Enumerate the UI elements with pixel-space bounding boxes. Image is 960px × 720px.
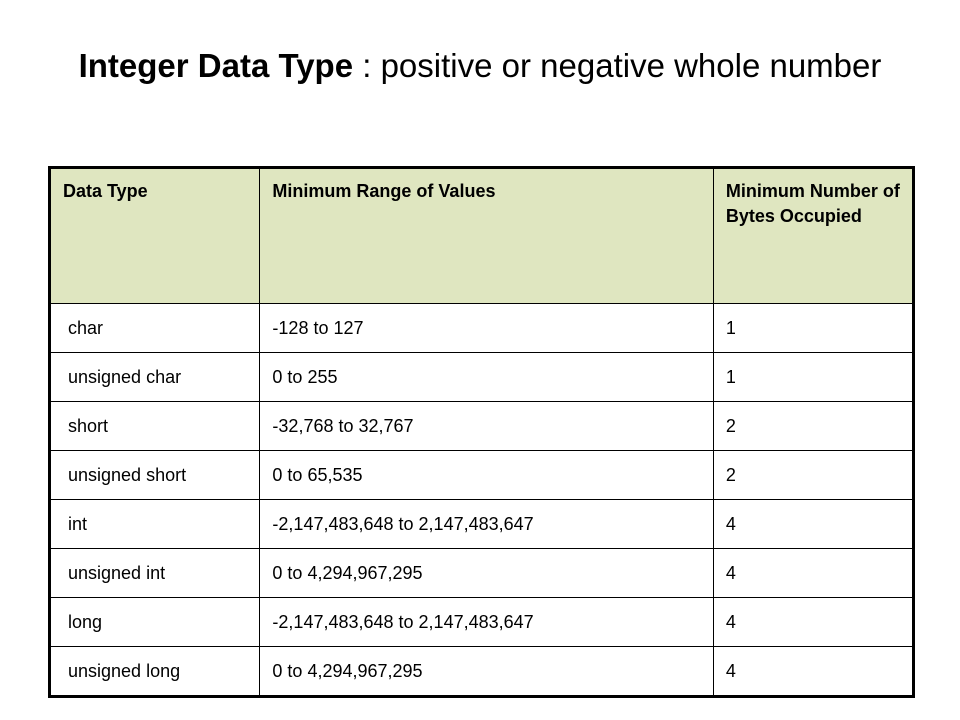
cell-range: -32,768 to 32,767 [260, 402, 713, 451]
table-row [50, 304, 914, 353]
cell-type: long [50, 598, 260, 647]
cell-range: 0 to 4,294,967,295 [260, 549, 713, 598]
cell-type: unsigned int [50, 549, 260, 598]
table-header-row [50, 168, 914, 304]
cell-range: -128 to 127 [260, 304, 713, 353]
integer-types-table [48, 166, 915, 698]
cell-range: -2,147,483,648 to 2,147,483,647 [260, 598, 713, 647]
cell-bytes: 4 [713, 500, 913, 549]
header-data-type: Data Type [50, 168, 260, 304]
cell-type: int [50, 500, 260, 549]
cell-range: 0 to 255 [260, 353, 713, 402]
cell-bytes: 2 [713, 402, 913, 451]
cell-bytes: 4 [713, 549, 913, 598]
title-rest: : positive or negative whole number [353, 47, 882, 84]
cell-bytes: 1 [713, 304, 913, 353]
slide-title [60, 44, 900, 88]
cell-bytes: 4 [713, 647, 913, 697]
cell-range: 0 to 4,294,967,295 [260, 647, 713, 697]
cell-bytes: 2 [713, 451, 913, 500]
table-row [50, 451, 914, 500]
table-row [50, 598, 914, 647]
title-bold: Integer Data Type [78, 47, 354, 84]
table-row [50, 500, 914, 549]
header-min-range: Minimum Range of Values [260, 168, 713, 304]
cell-type: short [50, 402, 260, 451]
cell-type: char [50, 304, 260, 353]
cell-bytes: 4 [713, 598, 913, 647]
cell-range: 0 to 65,535 [260, 451, 713, 500]
header-min-bytes: Minimum Number of Bytes Occupied [713, 168, 913, 304]
table-row [50, 353, 914, 402]
table-row [50, 402, 914, 451]
cell-type: unsigned char [50, 353, 260, 402]
table-row [50, 647, 914, 697]
cell-type: unsigned long [50, 647, 260, 697]
cell-range: -2,147,483,648 to 2,147,483,647 [260, 500, 713, 549]
cell-type: unsigned short [50, 451, 260, 500]
cell-bytes: 1 [713, 353, 913, 402]
table-row [50, 549, 914, 598]
